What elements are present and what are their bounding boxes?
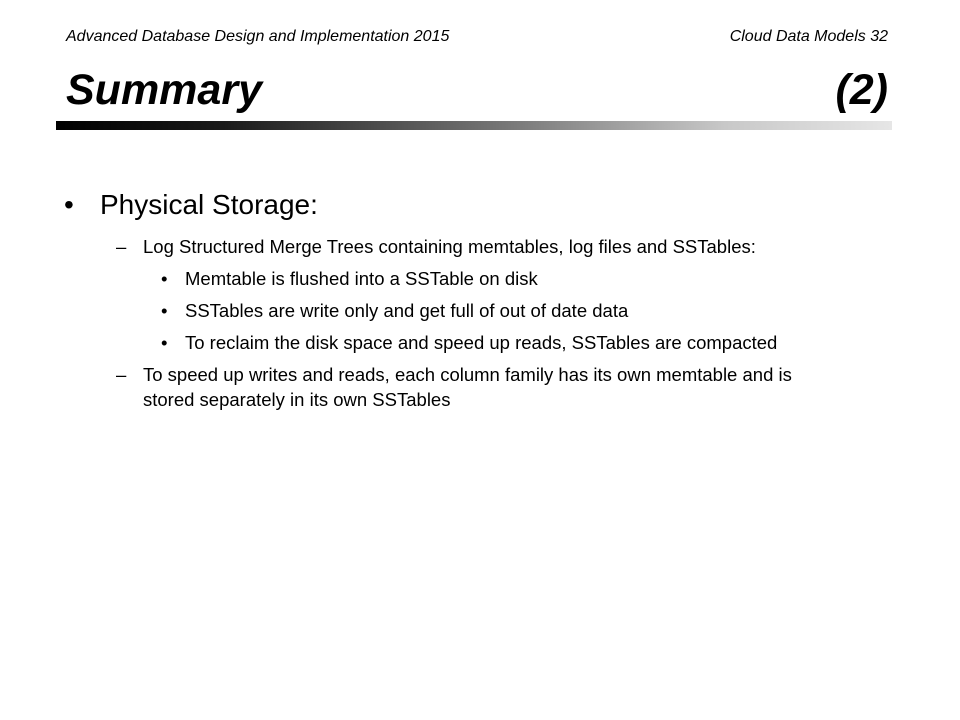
sub-sub-bullet-compaction xyxy=(0,330,960,355)
bullet-physical-storage xyxy=(0,188,960,222)
sub-sub-bullet-memtable-flush xyxy=(0,266,960,291)
bullet-text: Log Structured Merge Trees containing memtables, log files and SSTables: xyxy=(143,236,756,257)
dash-icon: – xyxy=(116,236,127,257)
dash-icon: – xyxy=(116,364,127,385)
sub-bullet-column-family xyxy=(0,362,960,412)
slide-title-main: Summary xyxy=(66,66,262,114)
bullet-text: Physical Storage: xyxy=(100,189,318,220)
bullet-dot-icon: • xyxy=(161,268,168,289)
title-divider xyxy=(56,121,892,130)
slide-body xyxy=(0,188,960,419)
bullet-text: Memtable is flushed into a SSTable on disk xyxy=(185,268,538,289)
sub-bullet-lsm-trees xyxy=(0,234,960,259)
bullet-dot-icon: • xyxy=(161,332,168,353)
slide-title xyxy=(66,66,888,115)
slide-title-suffix: (2) xyxy=(835,66,888,114)
bullet-text: SSTables are write only and get full of out of date data xyxy=(185,300,629,321)
header-course-title: Advanced Database Design and Implementation 2015 xyxy=(66,28,450,45)
bullet-text: To reclaim the disk space and speed up reads, SSTables are compacted xyxy=(185,332,778,353)
header-slide-number: Cloud Data Models 32 xyxy=(729,28,888,45)
bullet-text: To speed up writes and reads, each column family has its own memtable and is stored separately in its own SSTables xyxy=(143,364,792,410)
bullet-dot-icon: • xyxy=(161,300,168,321)
sub-sub-bullet-write-only xyxy=(0,298,960,323)
bullet-dot-icon: • xyxy=(64,189,74,220)
